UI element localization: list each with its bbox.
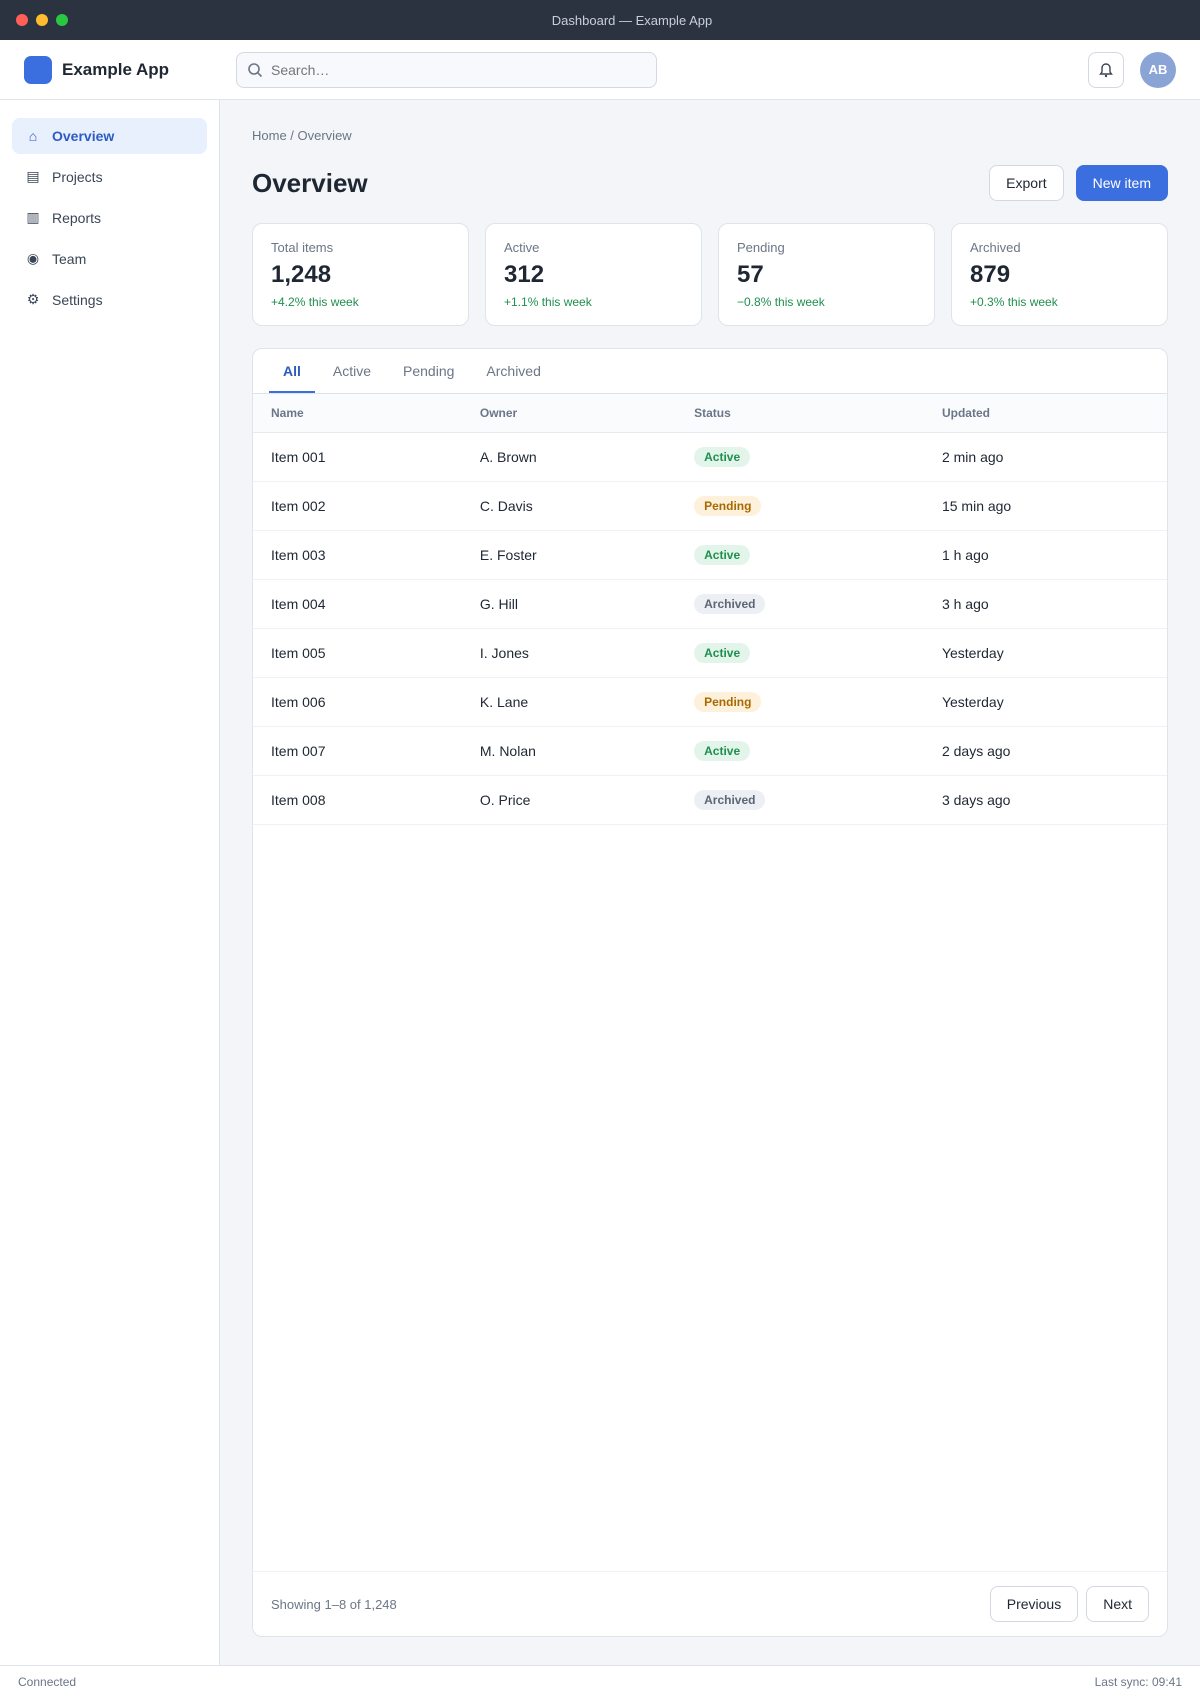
sidebar-item-projects[interactable] [12, 158, 207, 195]
items-panel [252, 348, 1168, 1637]
stat-delta: +0.3% this week [970, 295, 1058, 309]
stat-delta: +1.1% this week [504, 295, 592, 309]
stat-card [951, 223, 1168, 326]
status-badge: Pending [694, 692, 761, 712]
sidebar [0, 100, 220, 1665]
status-badge: Active [694, 447, 750, 467]
status-badge: Pending [694, 496, 761, 516]
table-cell: G. Hill [462, 580, 676, 629]
status-cell [676, 727, 924, 776]
table-body [253, 433, 1167, 825]
sync-status: Last sync: 09:41 [1094, 1674, 1182, 1689]
table-cell: C. Davis [462, 482, 676, 531]
status-badge: Active [694, 545, 750, 565]
table-row[interactable] [253, 727, 1167, 776]
table-cell: 3 h ago [924, 580, 1167, 629]
bell-icon [1098, 62, 1114, 78]
stat-value: 312 [504, 261, 545, 288]
brand[interactable] [24, 56, 220, 84]
table-cell: 1 h ago [924, 531, 1167, 580]
table-cell: Item 002 [253, 482, 462, 531]
status-cell [676, 629, 924, 678]
table-row[interactable] [253, 531, 1167, 580]
table-cell: 15 min ago [924, 482, 1167, 531]
main-panel [220, 100, 1200, 1665]
search-icon [247, 62, 263, 78]
stat-label: Active [504, 240, 540, 255]
table-header-row [253, 394, 1167, 433]
table-cell: Item 005 [253, 629, 462, 678]
column-header[interactable]: Name [253, 394, 462, 433]
column-header[interactable]: Status [676, 394, 924, 433]
table-row[interactable] [253, 629, 1167, 678]
stat-value: 879 [970, 261, 1011, 288]
pagination [253, 1571, 1167, 1636]
page-title: Overview [252, 167, 368, 198]
table-cell: I. Jones [462, 629, 676, 678]
status-cell [676, 678, 924, 727]
minimize-window-button[interactable] [36, 14, 48, 26]
table-cell: K. Lane [462, 678, 676, 727]
tab-pending[interactable]: Pending [403, 363, 455, 379]
sidebar-item-label: Reports [52, 209, 102, 226]
sidebar-item-team[interactable] [12, 240, 207, 277]
column-header[interactable]: Updated [924, 394, 1167, 433]
sidebar-item-label: Settings [52, 291, 103, 308]
table-cell: Item 001 [253, 433, 462, 482]
table-row[interactable] [253, 433, 1167, 482]
sidebar-item-settings[interactable] [12, 281, 207, 318]
tab-all[interactable]: All [269, 349, 315, 393]
connection-status: Connected [18, 1674, 77, 1689]
export-button[interactable]: Export [989, 165, 1063, 201]
stat-card [252, 223, 469, 326]
status-badge: Active [694, 741, 750, 761]
previous-page-button[interactable]: Previous [990, 1586, 1078, 1622]
stat-card [718, 223, 935, 326]
chart-icon: ▥ [26, 209, 40, 225]
table-row[interactable] [253, 482, 1167, 531]
table-row[interactable] [253, 580, 1167, 629]
search-input[interactable] [271, 62, 646, 78]
pagination-info: Showing 1–8 of 1,248 [271, 1596, 397, 1612]
status-cell [676, 580, 924, 629]
table-cell: Yesterday [924, 629, 1167, 678]
table-cell: Item 007 [253, 727, 462, 776]
title-bar [0, 0, 1200, 40]
sidebar-item-label: Team [52, 250, 87, 267]
tab-active[interactable]: Active [332, 363, 372, 379]
tab-archived[interactable]: Archived [486, 363, 541, 379]
table-cell: Yesterday [924, 678, 1167, 727]
close-window-button[interactable] [16, 14, 28, 26]
avatar[interactable]: AB [1140, 52, 1176, 88]
brand-logo-icon [24, 56, 52, 84]
folder-icon: ▤ [26, 168, 40, 184]
status-badge: Archived [694, 790, 765, 810]
search-box[interactable] [236, 52, 657, 88]
stat-value: 57 [737, 261, 764, 288]
content-area [0, 100, 1200, 1665]
table-cell: 2 min ago [924, 433, 1167, 482]
status-cell [676, 776, 924, 825]
tab-bar [253, 349, 1167, 394]
table-cell: Item 006 [253, 678, 462, 727]
maximize-window-button[interactable] [56, 14, 68, 26]
table-cell: Item 008 [253, 776, 462, 825]
sidebar-item-label: Overview [52, 128, 115, 144]
table-row[interactable] [253, 776, 1167, 825]
items-table [253, 394, 1167, 825]
window-title: Dashboard — Example App [551, 12, 713, 28]
table-cell: O. Price [462, 776, 676, 825]
table-cell: M. Nolan [462, 727, 676, 776]
table-cell: 2 days ago [924, 727, 1167, 776]
notifications-button[interactable] [1088, 52, 1124, 88]
page-header [252, 165, 1168, 201]
status-badge: Active [694, 643, 750, 663]
table-row[interactable] [253, 678, 1167, 727]
window-controls [16, 14, 68, 26]
stat-delta: +4.2% this week [271, 295, 359, 309]
users-icon: ◉ [26, 250, 40, 266]
table-cell: 3 days ago [924, 776, 1167, 825]
stat-card [485, 223, 702, 326]
column-header[interactable]: Owner [462, 394, 676, 433]
status-badge: Archived [694, 594, 765, 614]
sidebar-item-overview[interactable] [12, 118, 207, 154]
stat-label: Total items [271, 240, 334, 255]
status-cell [676, 531, 924, 580]
status-cell [676, 482, 924, 531]
table-cell: E. Foster [462, 531, 676, 580]
sidebar-item-label: Projects [52, 168, 103, 185]
sidebar-item-reports[interactable] [12, 199, 207, 236]
status-bar [0, 1665, 1200, 1697]
home-icon: ⌂ [28, 128, 38, 144]
stat-value: 1,248 [271, 261, 332, 288]
stat-cards [252, 223, 1168, 326]
breadcrumb: Home / Overview [252, 128, 352, 143]
stat-label: Pending [737, 240, 785, 255]
table-cell: A. Brown [462, 433, 676, 482]
table-cell: Item 004 [253, 580, 462, 629]
next-page-button[interactable]: Next [1086, 1586, 1149, 1622]
brand-name: Example App [62, 59, 170, 79]
new-item-button[interactable]: New item [1076, 165, 1168, 201]
stat-delta: −0.8% this week [737, 295, 825, 309]
stat-label: Archived [970, 240, 1021, 255]
gear-icon: ⚙ [26, 291, 40, 307]
top-bar [0, 40, 1200, 100]
table-cell: Item 003 [253, 531, 462, 580]
status-cell [676, 433, 924, 482]
